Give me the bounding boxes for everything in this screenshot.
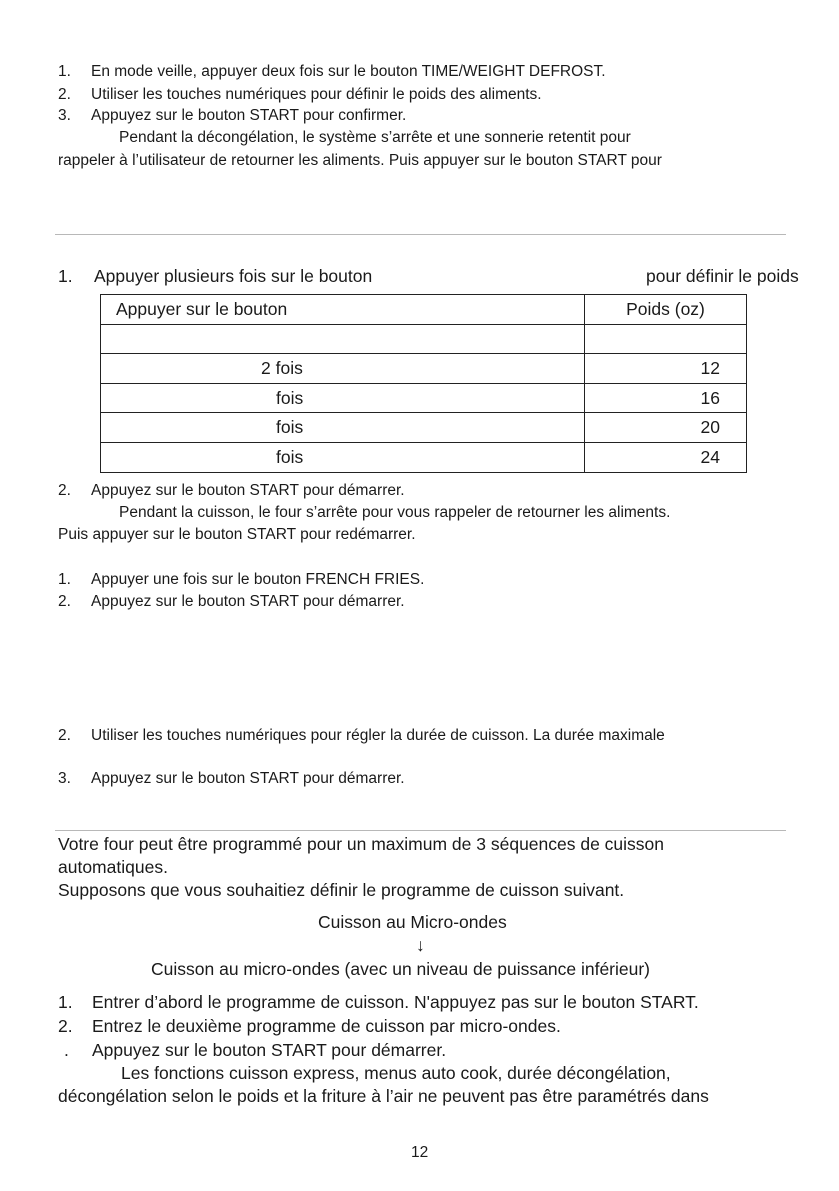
section-divider — [55, 234, 786, 235]
section-divider — [55, 830, 786, 831]
step-number: 2. — [58, 86, 71, 103]
step-number: 1. — [58, 992, 73, 1012]
table-row — [101, 354, 747, 384]
table-cell: fois — [101, 442, 585, 472]
step-text: Appuyez sur le bouton START pour démarrer. — [92, 1040, 447, 1060]
step-text: Entrez le deuxième programme de cuisson par micro-ondes. — [92, 1016, 561, 1036]
step-number: 2. — [58, 593, 71, 610]
table-cell: 2 fois — [101, 354, 585, 384]
page-number: 12 — [411, 1144, 429, 1161]
step-text: Appuyer plusieurs fois sur le bouton — [94, 266, 373, 286]
step-text: Appuyez sur le bouton START pour démarrer. — [91, 482, 405, 499]
table-row — [101, 383, 747, 413]
table-cell: fois — [101, 383, 585, 413]
step-text: Utiliser les touches numériques pour définir le poids des aliments. — [91, 86, 542, 103]
note-text: Les fonctions cuisson express, menus auto cook, durée décongélation, — [121, 1063, 671, 1083]
flow-step: Cuisson au micro-ondes (avec un niveau de puissance inférieur) — [151, 959, 651, 979]
step-number: 2. — [58, 1016, 73, 1036]
step-text: pour définir le poids — [646, 266, 799, 286]
flow-step: Cuisson au Micro-ondes — [318, 912, 507, 932]
paragraph-text: Supposons que vous souhaitiez définir le programme de cuisson suivant. — [58, 880, 625, 900]
step-text: Entrer d’abord le programme de cuisson. N'appuyez pas sur le bouton START. — [92, 992, 699, 1012]
note-text: Puis appuyer sur le bouton START pour redémarrer. — [58, 526, 416, 543]
weight-table — [100, 294, 747, 473]
table-row — [101, 413, 747, 443]
step-number: 1. — [58, 63, 71, 80]
step-number: 2. — [58, 482, 71, 499]
step-number: . — [64, 1040, 69, 1060]
table-cell: 24 — [585, 442, 747, 472]
table-cell — [101, 324, 585, 354]
table-cell: fois — [101, 413, 585, 443]
table-header: Poids (oz) — [585, 295, 747, 325]
step-number: 1. — [58, 266, 73, 286]
paragraph-text: automatiques. — [58, 857, 168, 877]
table-header-row — [101, 295, 747, 325]
paragraph-text: Votre four peut être programmé pour un maximum de 3 séquences de cuisson — [58, 834, 665, 854]
step-number: 3. — [58, 770, 71, 787]
step-text: Utiliser les touches numériques pour régler la durée de cuisson. La durée maximale — [91, 727, 665, 744]
step-text: Appuyez sur le bouton START pour démarrer. — [91, 593, 405, 610]
table-cell — [585, 324, 747, 354]
step-number: 1. — [58, 571, 71, 588]
note-text: décongélation selon le poids et la friture à l’air ne peuvent pas être paramétrés dans — [58, 1086, 709, 1106]
table-row — [101, 324, 747, 354]
table-cell: 16 — [585, 383, 747, 413]
step-text: Appuyez sur le bouton START pour démarrer. — [91, 770, 405, 787]
table-cell: 12 — [585, 354, 747, 384]
step-number: 3. — [58, 107, 71, 124]
step-text: Appuyez sur le bouton START pour confirmer. — [91, 107, 407, 124]
note-text: Pendant la décongélation, le système s’arrête et une sonnerie retentit pour — [119, 129, 631, 146]
step-number: 2. — [58, 727, 71, 744]
note-text: Pendant la cuisson, le four s’arrête pour vous rappeler de retourner les aliments. — [119, 504, 671, 521]
note-text: rappeler à l’utilisateur de retourner les aliments. Puis appuyer sur le bouton START pour — [58, 152, 662, 169]
table-row — [101, 442, 747, 472]
table-header: Appuyer sur le bouton — [101, 295, 585, 325]
arrow-down-icon: ↓ — [416, 935, 425, 955]
step-text: Appuyer une fois sur le bouton FRENCH FRIES. — [91, 571, 425, 588]
table-cell: 20 — [585, 413, 747, 443]
step-text: En mode veille, appuyer deux fois sur le bouton TIME/WEIGHT DEFROST. — [91, 63, 606, 80]
